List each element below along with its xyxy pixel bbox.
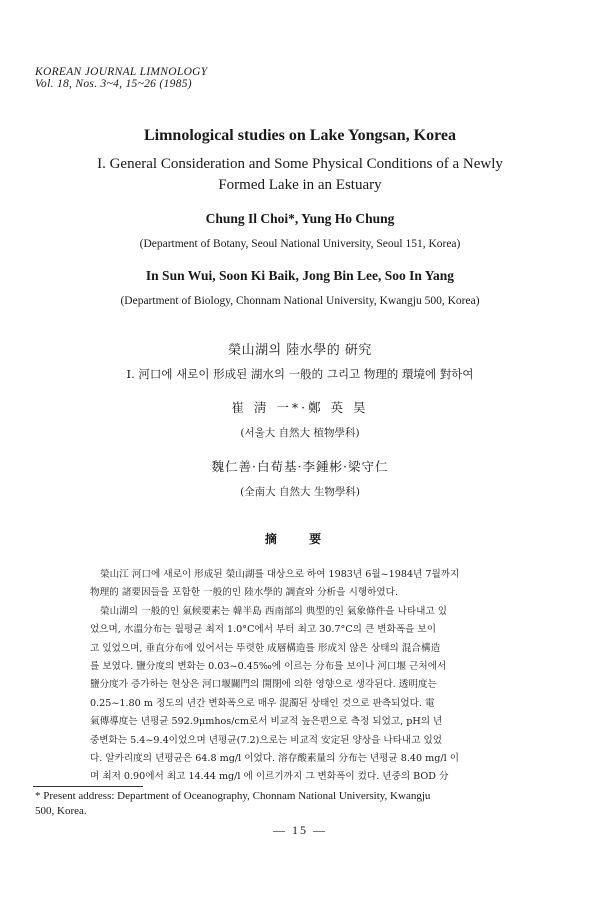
abstract-line: 0.25~1.80 m 정도의 년간 변화폭으로 매우 混濁된 상태인 것으로 판측되었다. 電: [90, 697, 435, 709]
paper-subtitle-line1: I. General Consideration and Some Physical Conditions of a Newly: [97, 156, 503, 172]
paper-subtitle-line2: Formed Lake in an Estuary: [218, 177, 382, 193]
korean-authors1: 崔 淸 一*·鄭 英 昊: [231, 400, 369, 415]
footnote: [35, 789, 565, 819]
abstract-line: 鹽分度가 증가하는 현상은 河口堰關門의 開閉에 의한 영향으로 생각된다. 透明度는: [90, 679, 437, 691]
abstract-line: 氣傳導度는 년평균 592.9μmhos/cm로서 비교적 높은편으로 측정 되었고, pH의 년: [90, 716, 443, 728]
korean-authors2: 魏仁善·白荀基·李鍾彬·梁守仁: [211, 459, 389, 474]
authors-group1: Chung Il Choi*, Yung Ho Chung: [205, 211, 395, 226]
abstract-heading: 摘 要: [264, 532, 336, 546]
abstract-line: 다. 알카리度의 년평균은 64.8 mg/l 이었다. 溶存酸素量의 分布는 년평균 8.40 mg/l 이: [90, 752, 460, 764]
abstract-line: 榮山江 河口에 새로이 形成된 榮山湖를 대상으로 하여 1983년 6월~1984년 7월까지: [100, 569, 460, 580]
abstract-line: 를 보였다. 鹽分度의 변화는 0.03~0.45‰에 이르는 分布를 보이나 河口堰 근처에서: [90, 660, 447, 672]
journal-volume: Vol. 18, Nos. 3~4, 15~26 (1985): [35, 78, 192, 90]
abstract-line: 物理的 諸要因들을 포함한 一般的인 陸水學的 調査와 分析을 시행하였다.: [90, 587, 398, 599]
journal-header: [35, 66, 207, 90]
korean-affiliation2: (全南大 自然大 生物學科): [240, 486, 360, 498]
abstract-body: [90, 566, 520, 787]
abstract-line: 중변화는 5.4~9.4이었으며 년평균(7.2)으로는 비교적 安定된 양상을 나타내고 있었: [90, 734, 443, 746]
abstract-line: 었으며, 水溫分布는 월평균 최저 1.0°C에서 부터 최고 30.7°C의 큰 변화폭을 보이: [90, 624, 436, 636]
page-number: — 15 —: [273, 823, 327, 837]
abstract-line: 고 있었으며, 垂直分布에 있어서는 뚜렷한 成層構造를 形成치 않은 상태의 混合構造: [90, 642, 441, 654]
footnote-line1: * Present address: Department of Oceanography, Chonnam National University, Kwangju: [35, 790, 431, 802]
abstract-line: 며 최저 0.90에서 최고 14.44 mg/l 에 이르기까지 그 변화폭이 컸다. 년중의 BOD 分: [90, 771, 449, 783]
affiliation1: (Department of Botany, Seoul National University, Seoul 151, Korea): [139, 238, 461, 250]
abstract-line: 榮山湖의 一般的인 氣候要素는 韓半島 西南部의 典型的인 氣象條件을 나타내고 있: [100, 605, 447, 617]
korean-title: 榮山湖의 陸水學的 硏究: [228, 343, 372, 358]
korean-subtitle: I. 河口에 새로이 形成된 湖水의 一般的 그리고 物理的 環境에 對하여: [126, 367, 474, 381]
korean-affiliation1: (서울大 自然大 植物學科): [240, 427, 360, 439]
affiliation2: (Department of Biology, Chonnam National University, Kwangju 500, Korea): [120, 295, 480, 307]
footnote-rule: [33, 786, 143, 787]
authors-group2: In Sun Wui, Soon Ki Baik, Jong Bin Lee, Soo In Yang: [145, 268, 455, 283]
paper-title: Limnological studies on Lake Yongsan, Korea: [143, 127, 457, 144]
footnote-line2: 500, Korea.: [35, 805, 87, 817]
journal-name: KOREAN JOURNAL LIMNOLOGY: [35, 66, 208, 78]
